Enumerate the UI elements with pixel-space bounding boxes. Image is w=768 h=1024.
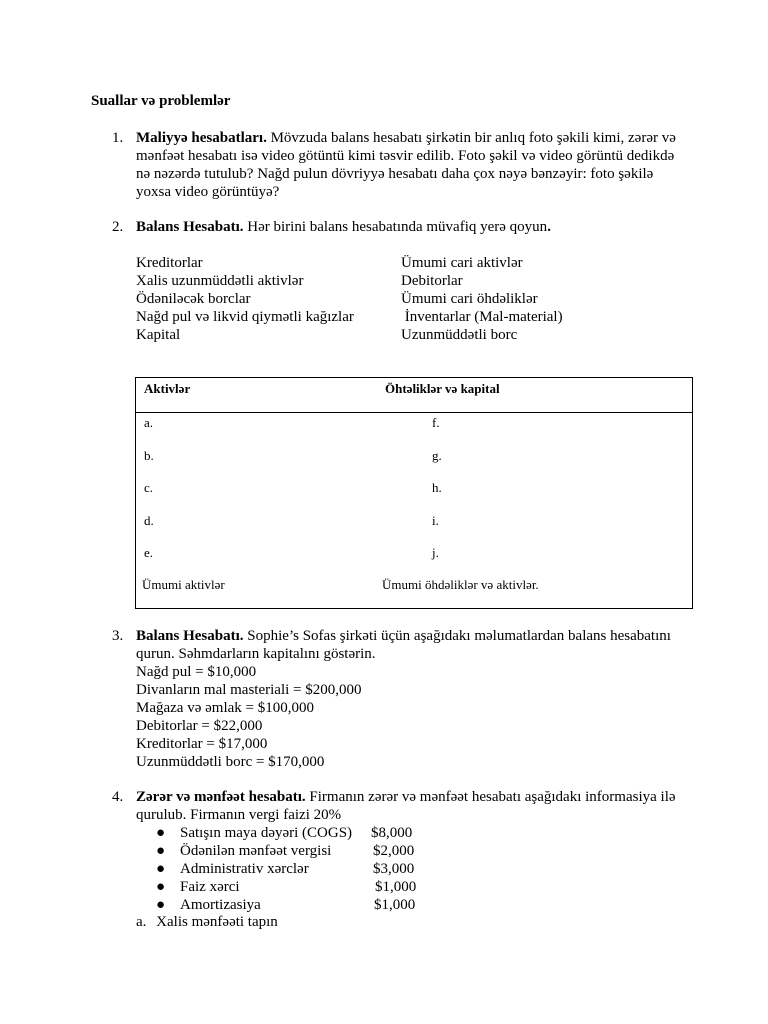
bullet-icon: ● — [156, 879, 166, 895]
question-number: 3. — [112, 628, 124, 644]
bullet-icon: ● — [156, 897, 166, 913]
expense-label: Administrativ xərclər — [180, 861, 309, 877]
list-item: İnventarlar (Mal-material) — [401, 309, 563, 325]
list-item: Kapital — [136, 327, 181, 343]
list-item: Xalis uzunmüddətli aktivlər — [136, 273, 304, 289]
table-cell: g. — [432, 448, 442, 463]
table-cell: e. — [144, 545, 154, 560]
list-item: Debitorlar = $22,000 — [136, 718, 263, 734]
list-item: Ümumi cari öhdəliklər — [401, 291, 538, 307]
expense-amount: $1,000 — [374, 897, 416, 913]
list-item: Kreditorlar = $17,000 — [136, 736, 268, 752]
expense-amount: $2,000 — [373, 843, 415, 859]
question-text-line: Firmanın zərər və mənfəət hesabatı aşağıdakı informasiya ilə — [309, 789, 676, 805]
question-number: 4. — [112, 789, 124, 805]
bullet-icon: ● — [156, 843, 166, 859]
sub-question-text: Xalis mənfəəti tapın — [156, 914, 278, 930]
question-title: Maliyyə hesabatları. — [136, 130, 267, 146]
sub-question-a — [136, 913, 278, 931]
expense-label: Satışın maya dəyəri (COGS) — [180, 825, 353, 841]
term-list-left — [136, 254, 354, 344]
list-item: Debitorlar — [401, 273, 463, 289]
list-item: Mağaza və əmlak = $100,000 — [136, 700, 314, 716]
table-cell: b. — [144, 448, 154, 463]
list-item: Ödəniləcək borclar — [136, 291, 251, 307]
question-text-line: yoxsa video görüntüyə? — [136, 184, 280, 200]
question-number: 2. — [112, 219, 124, 235]
bullet-icon: ● — [156, 861, 166, 877]
expense-amount: $8,000 — [371, 825, 413, 841]
total-assets-label: Ümumi aktivlər — [142, 577, 225, 592]
table-cell: a. — [144, 415, 154, 430]
section-heading: Suallar və problemlər — [91, 93, 231, 109]
question-text-line: Sophie’s Sofas şirkəti üçün aşağıdakı məlumatlardan balans hesabatını — [247, 628, 671, 644]
question-text: Hər birini balans hesabatında müvafiq yerə qoyun — [247, 219, 548, 235]
expense-label: Amortizasiya — [180, 897, 261, 913]
list-item: Nağd pul və likvid qiymətli kağızlar — [136, 309, 354, 325]
question-text-line: qurun. Səhmdarların kapitalını göstərin. — [136, 646, 376, 662]
question-title: Balans Hesabatı. — [136, 628, 244, 644]
list-item: Nağd pul = $10,000 — [136, 664, 257, 680]
expense-amount: $3,000 — [373, 861, 415, 877]
table-cell: j. — [432, 545, 439, 560]
question-period: . — [547, 219, 551, 235]
question-text-line: mənfəət hesabatı isə video götüntü kimi təsvir edilib. Foto şəkil və video görüntü dedikdə — [136, 148, 675, 164]
term-list-right — [401, 254, 563, 344]
list-item: Divanların mal masteriali = $200,000 — [136, 682, 362, 698]
table-cell: f. — [432, 415, 440, 430]
expense-label: Ödənilən mənfəət vergisi — [180, 843, 332, 859]
question-title: Zərər və mənfəət hesabatı. — [136, 789, 306, 805]
question-number: 1. — [112, 130, 124, 146]
table-cell: c. — [144, 480, 154, 495]
table-header — [136, 378, 692, 413]
list-item: Kreditorlar — [136, 255, 203, 271]
table-cell: h. — [432, 480, 442, 495]
header-liabilities-equity: Öhtəliklər və kapital — [385, 381, 500, 396]
list-item: Ümumi cari aktivlər — [401, 255, 523, 271]
table-cell: i. — [432, 513, 439, 528]
table-cell: d. — [144, 513, 154, 528]
bullet-icon: ● — [156, 825, 166, 841]
list-item: Uzunmüddətli borc = $170,000 — [136, 754, 325, 770]
header-assets: Aktivlər — [144, 381, 191, 396]
question-title: Balans Hesabatı. — [136, 219, 244, 235]
sub-question-label: a. — [136, 914, 147, 930]
list-item: Uzunmüddətli borc — [401, 327, 518, 343]
question-text-line: qurulub. Firmanın vergi faizi 20% — [136, 807, 342, 823]
expense-amount: $1,000 — [375, 879, 417, 895]
question-text-line: Mövzuda balans hesabatı şirkətin bir anlıq foto şəkili kimi, zərər və — [270, 130, 676, 146]
question-text-line: nə nəzərdə tutulub? Nağd pulun dövriyyə hesabatı daha çox nəyə bənzəyir: foto şəkilə — [136, 166, 654, 182]
total-liabilities-label: Ümumi öhdəliklər və aktivlər. — [382, 577, 539, 592]
expense-label: Faiz xərci — [180, 879, 240, 895]
balance-sheet-table — [135, 377, 693, 609]
